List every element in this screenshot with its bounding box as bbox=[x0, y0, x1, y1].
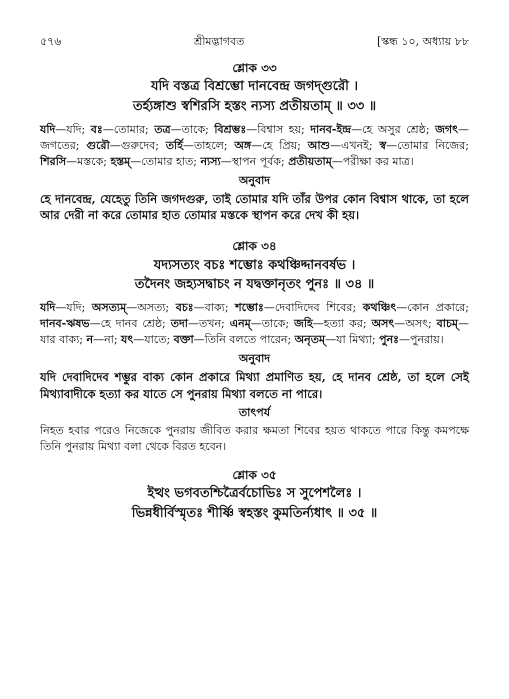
sloka-34-synonyms bbox=[40, 300, 469, 348]
sloka-34-translation: যদি দেবাদিদেব শম্ভুর বাক্য কোন প্রকারে মিথ্যা প্রমাণিত হয়, হে দানব শ্রেষ্ঠ, তা হলে সেই মিথ্যাবাদীকে হত্যা কর যাতে সে পুনরায় মিথ্যা বলতে না পারে। bbox=[40, 369, 469, 401]
synonym-entry: অসৎ—অসৎ; bbox=[371, 317, 437, 331]
synonym-meaning: অসত্য; bbox=[137, 301, 176, 315]
page-header bbox=[40, 34, 469, 50]
sloka-35-title: শ্লোক ৩৫ bbox=[232, 468, 277, 483]
synonym-meaning: তিনি বলতে পারেন; bbox=[204, 333, 295, 347]
synonym-word: শম্ভোঃ bbox=[235, 301, 264, 315]
synonym-word: ন্যস্য bbox=[200, 154, 221, 168]
synonym-entry: যদি—যদি; bbox=[40, 123, 91, 137]
synonym-word: যদি bbox=[40, 123, 56, 137]
synonym-word: জহি bbox=[294, 317, 313, 331]
synonym-meaning: যাতে; bbox=[144, 333, 174, 347]
synonym-entry: শম্ভোঃ—দেবাদিদেব শিবের; bbox=[235, 301, 363, 315]
sloka-35-verse-line-2: ভিন্নধীর্বিস্মৃতঃ শীর্ষ্ণি স্বহস্তং কুমতির্ন্যধাৎ ॥ ৩৫ ॥ bbox=[131, 506, 378, 522]
synonym-entry: স্ব—তোমার নিজের; bbox=[379, 138, 469, 152]
synonym-word: আশু bbox=[307, 138, 331, 152]
synonym-meaning: পরীক্ষা কর মাত্র। bbox=[342, 154, 414, 168]
synonym-word: এনম্ bbox=[229, 317, 251, 331]
synonym-word: বক্তা bbox=[173, 333, 194, 347]
synonym-meaning: হে অসুর শ্রেষ্ঠ; bbox=[362, 123, 436, 137]
synonym-meaning: বিশ্বাস হয়; bbox=[257, 123, 311, 137]
synonym-entry: অনৃতম্—যা মিথ্যা; bbox=[294, 333, 380, 347]
synonym-entry: বিশ্রম্ভঃ—বিশ্বাস হয়; bbox=[214, 123, 311, 137]
sloka-33-translation-title: অনুবাদ bbox=[238, 173, 271, 187]
synonym-meaning: অসৎ; bbox=[405, 317, 437, 331]
synonym-meaning: বাক্য; bbox=[204, 301, 236, 315]
synonym-meaning: দেবাদিদেব শিবের; bbox=[274, 301, 363, 315]
sloka-33-title: শ্লোক ৩৩ bbox=[232, 60, 277, 75]
sloka-34-title: শ্লোক ৩৪ bbox=[232, 239, 277, 254]
synonym-meaning: কোন প্রকারে; bbox=[407, 301, 470, 315]
synonym-word: বিশ্রম্ভঃ bbox=[214, 123, 247, 137]
synonym-meaning: তোমার হাত; bbox=[141, 154, 201, 168]
synonym-meaning: গুরুদেব; bbox=[120, 138, 166, 152]
synonym-word: বচঃ bbox=[175, 301, 194, 315]
sloka-33-synonyms bbox=[40, 122, 469, 170]
synonym-meaning: মস্তকে; bbox=[77, 154, 111, 168]
section-label: [স্কন্ধ ১০, অধ্যায় ৮৮ bbox=[376, 35, 469, 48]
synonym-word: বাচম্ bbox=[436, 317, 459, 331]
synonym-meaning: যদি; bbox=[66, 301, 92, 315]
synonym-entry: ন—না; bbox=[86, 333, 122, 347]
synonym-meaning: পুনরায়। bbox=[410, 333, 444, 347]
synonym-entry: কথঞ্চিৎ—কোন প্রকারে; bbox=[362, 301, 470, 315]
synonym-word: অসৎ bbox=[371, 317, 395, 331]
synonym-meaning: যার বাক্য; bbox=[40, 333, 87, 347]
synonym-meaning: তোমার নিজের; bbox=[397, 138, 469, 152]
sloka-34-translation-title: অনুবাদ bbox=[238, 352, 271, 365]
synonym-word: গুরৌ bbox=[86, 138, 110, 152]
synonym-entry: তর্হি—তাহলে; bbox=[165, 138, 235, 152]
synonym-entry: শিরসি—মস্তকে; bbox=[40, 154, 111, 168]
synonym-meaning: তাকে; bbox=[181, 123, 215, 137]
synonym-word: তদা bbox=[170, 317, 188, 331]
synonym-word: দানব-ইন্দ্র bbox=[310, 123, 352, 137]
synonym-meaning: হে প্রিয়; bbox=[262, 138, 308, 152]
sloka-34-purport: নিহত হবার পরেও নিজেকে পুনরায় জীবিত করার ক্ষমতা শিবের হয়ত থাকতে পারে কিন্তু কমপক্ষে তিনি পুনরায় মিথ্যা বলা থেকে বিরত হবেন। bbox=[40, 424, 469, 454]
synonym-word: পুনঃ bbox=[379, 333, 400, 347]
synonym-word: প্রতীয়তাম্ bbox=[288, 154, 332, 168]
synonym-entry: পুনঃ—পুনরায়। bbox=[379, 333, 444, 347]
synonym-word: অসত্যম্ bbox=[91, 301, 127, 315]
synonym-meaning: জগতের; bbox=[40, 138, 87, 152]
synonym-entry: বাচম্—যার বাক্য; bbox=[40, 317, 470, 347]
synonym-entry: গুরৌ—গুরুদেব; bbox=[86, 138, 166, 152]
synonym-entry: হস্তম্—তোমার হাত; bbox=[110, 154, 201, 168]
synonym-word: যদি bbox=[40, 301, 56, 315]
synonym-word: জগৎ bbox=[435, 123, 458, 137]
synonym-meaning: হে দানব শ্রেষ্ঠ; bbox=[100, 317, 171, 331]
synonym-word: শিরসি bbox=[40, 154, 67, 168]
sloka-33-translation: হে দানবেন্দ্র, যেহেতু তিনি জগদগুরু, তাই তোমার যদি তাঁর উপর কোন বিশ্বাস থাকে, তা হলে আর দেরী না করে তোমার হাত তোমার মস্তকে স্থাপন করে দেখ কী হয়। bbox=[40, 191, 469, 223]
synonym-entry: জহি—হত্যা কর; bbox=[294, 317, 372, 331]
synonym-entry: তদা—তখন; bbox=[170, 317, 230, 331]
sloka-33-verse-line-1: যদি বস্তত্র বিশ্রম্ভো দানবেন্দ্র জগদ্গুরৌ । bbox=[150, 79, 359, 95]
synonym-entry: জগৎ—জগতের; bbox=[40, 123, 469, 152]
synonym-entry: অসত্যম্—অসত্য; bbox=[91, 301, 176, 315]
synonym-entry: যৎ—যাতে; bbox=[121, 333, 174, 347]
synonym-meaning: স্থাপন পূর্বক; bbox=[231, 154, 289, 168]
synonym-word: তর্হি bbox=[165, 138, 183, 152]
sloka-34-verse-line-1: যদ্যসত্যং বচঃ শম্ভোঃ কথঞ্চিদ্দানবর্ষভ । bbox=[153, 257, 356, 273]
synonym-entry: দানব-ঋষভ—হে দানব শ্রেষ্ঠ; bbox=[40, 317, 171, 331]
sloka-35-verse-line-1: ইত্থং ভগবতশ্চিত্রৈর্বচোভিঃ স সুপেশলৈঃ । bbox=[147, 486, 362, 502]
synonym-meaning: হত্যা কর; bbox=[323, 317, 372, 331]
synonym-entry: বচঃ—বাক্য; bbox=[175, 301, 236, 315]
synonym-meaning: না; bbox=[104, 333, 122, 347]
synonym-entry: বক্তা—তিনি বলতে পারেন; bbox=[173, 333, 295, 347]
synonym-meaning: তোমার; bbox=[113, 123, 155, 137]
synonym-word: যৎ bbox=[121, 333, 134, 347]
synonym-meaning: যদি; bbox=[66, 123, 91, 137]
synonym-entry: এনম্—তাকে; bbox=[229, 317, 295, 331]
synonym-word: তত্র bbox=[154, 123, 171, 137]
synonym-word: অঙ্গ bbox=[234, 138, 252, 152]
synonym-entry: যদি—যদি; bbox=[40, 301, 92, 315]
synonym-meaning: তাহলে; bbox=[193, 138, 235, 152]
synonym-entry: দানব-ইন্দ্র—হে অসুর শ্রেষ্ঠ; bbox=[310, 123, 436, 137]
book-title: শ্রীমদ্ভাগবত bbox=[193, 35, 245, 48]
synonym-entry: ন্যস্য—স্থাপন পূর্বক; bbox=[200, 154, 289, 168]
synonym-entry: বঃ—তোমার; bbox=[90, 123, 155, 137]
synonym-meaning: তাকে; bbox=[261, 317, 295, 331]
synonym-word: ন bbox=[86, 333, 94, 347]
synonym-entry: প্রতীয়তাম্—পরীক্ষা কর মাত্র। bbox=[288, 154, 414, 168]
synonym-word: কথঞ্চিৎ bbox=[362, 301, 397, 315]
sloka-34-purport-title: তাৎপর্য bbox=[238, 406, 271, 420]
synonym-meaning: যা মিথ্যা; bbox=[336, 333, 380, 347]
synonym-meaning: এখনই; bbox=[341, 138, 380, 152]
synonym-entry: আশু—এখনই; bbox=[307, 138, 380, 152]
page-number: ৫৭৬ bbox=[40, 35, 62, 48]
synonym-entry: তত্র—তাকে; bbox=[154, 123, 215, 137]
sloka-34-verse-line-2: তদৈনং জহ্যসদ্বাচং ন যদ্বক্তানৃতং পুনঃ ॥ ৩৪ ॥ bbox=[134, 277, 375, 293]
synonym-word: স্ব bbox=[379, 138, 387, 152]
synonym-word: হস্তম্ bbox=[110, 154, 131, 168]
synonym-entry: অঙ্গ—হে প্রিয়; bbox=[234, 138, 308, 152]
synonym-word: বঃ bbox=[90, 123, 103, 137]
synonym-word: অনৃতম্ bbox=[294, 333, 326, 347]
synonym-meaning: তখন; bbox=[198, 317, 230, 331]
sloka-33-verse-line-2: তর্হ্যঙ্গাশু স্বশিরসি হস্তং ন্যস্য প্রতীয়তাম্ ॥ ৩৩ ॥ bbox=[132, 99, 377, 115]
synonym-word: দানব-ঋষভ bbox=[40, 317, 90, 331]
